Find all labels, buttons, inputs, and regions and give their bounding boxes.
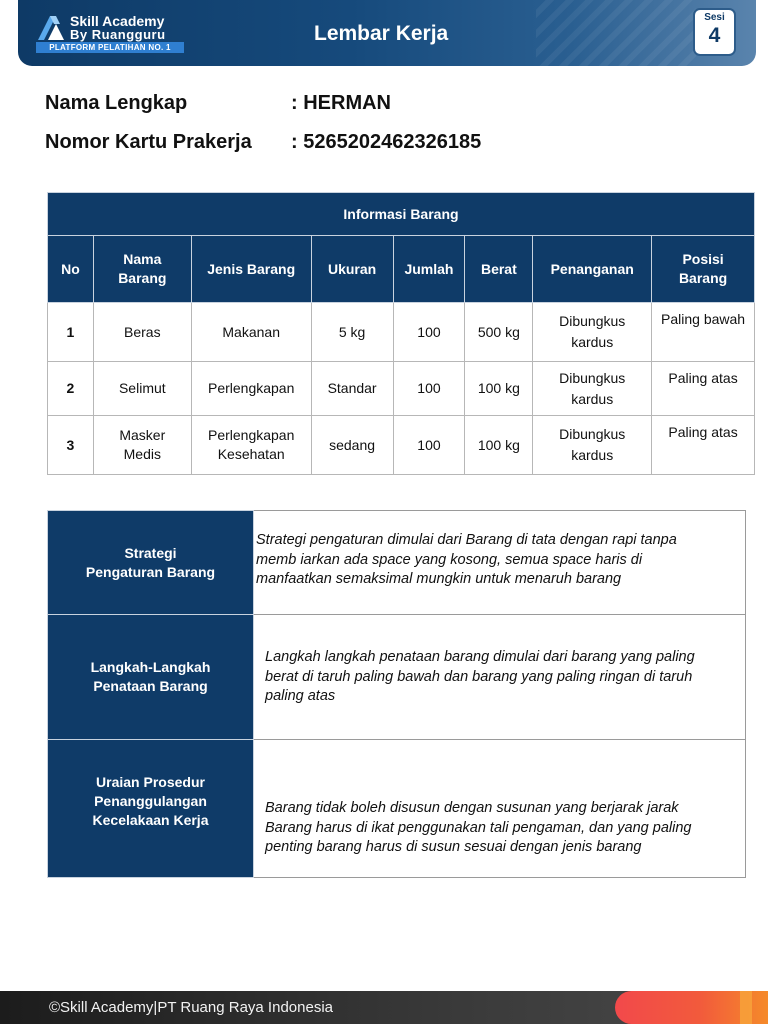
- item-info-table: [47, 192, 755, 475]
- table-cell: 500 kg: [465, 303, 533, 362]
- header-decoration: [536, 0, 696, 66]
- heading-line: Penanggulangan: [94, 793, 207, 809]
- table-cell: 100: [393, 303, 465, 362]
- logo-subtitle: By Ruangguru: [70, 27, 166, 42]
- table-cell: 2: [48, 362, 94, 416]
- text-line: Langkah langkah penataan barang dimulai dari barang yang paling: [265, 649, 695, 665]
- strategy-heading: [48, 511, 254, 615]
- heading-line: Penataan Barang: [93, 678, 208, 694]
- text-line: Barang harus di ikat penggunakan tali pengaman, dan yang paling: [265, 819, 692, 836]
- footer-bar: [0, 991, 768, 1024]
- column-header-text: Posisi Barang: [678, 251, 728, 286]
- table-cell: Paling bawah: [652, 303, 755, 362]
- table-cell: Standar: [311, 362, 393, 416]
- column-header: No: [48, 236, 94, 303]
- column-header: [93, 236, 191, 303]
- strategy-row: [48, 615, 746, 740]
- skill-academy-logo: [36, 12, 186, 54]
- table-row: [48, 416, 755, 475]
- table-cell: 5 kg: [311, 303, 393, 362]
- text-line: memb iarkan ada space yang kosong, semua space haris di: [256, 551, 643, 568]
- card-number-label: Nomor Kartu Prakerja: [45, 131, 252, 153]
- column-header: [652, 236, 755, 303]
- column-header: Penanganan: [533, 236, 652, 303]
- table-cell-text: Masker Medis: [119, 427, 166, 462]
- heading-line: Langkah-Langkah: [90, 659, 211, 675]
- name-value: : HERMAN: [291, 92, 391, 114]
- text-line: berat di taruh paling bawah dan barang yang paling ringan di taruh: [265, 668, 693, 685]
- table-row: [48, 303, 755, 362]
- session-number: 4: [708, 24, 721, 47]
- column-header: Berat: [465, 236, 533, 303]
- table-cell-text: Dibungkus kardus: [559, 313, 626, 350]
- name-label: Nama Lengkap: [45, 92, 188, 114]
- column-header: Jenis Barang: [191, 236, 311, 303]
- table-caption: Informasi Barang: [48, 193, 755, 236]
- strategy-heading: [48, 615, 254, 740]
- strategy-text: [254, 511, 746, 615]
- table-cell: 3: [48, 416, 94, 475]
- text-line: paling atas: [265, 688, 336, 704]
- strategy-heading: [48, 740, 254, 878]
- footer-text: ©Skill Academy|PT Ruang Raya Indonesia: [49, 999, 333, 1016]
- table-cell-text: Perlengkapan Kesehatan: [207, 427, 295, 462]
- table-row: [48, 362, 755, 416]
- column-header: Ukuran: [311, 236, 393, 303]
- table-cell: [93, 416, 191, 475]
- page-title: Lembar Kerja: [314, 22, 449, 45]
- table-cell: 100 kg: [465, 362, 533, 416]
- logo-mark-icon: [36, 14, 66, 42]
- table-cell: [533, 303, 652, 362]
- strategy-row: [48, 740, 746, 878]
- header-banner: [18, 0, 756, 66]
- text-line: Barang tidak boleh disusun dengan susunan yang berjarak jarak: [265, 800, 679, 816]
- table-cell: [533, 416, 652, 475]
- footer-accent-stripe: [740, 991, 752, 1024]
- strategy-table: [47, 510, 746, 878]
- table-cell: Paling atas: [652, 416, 755, 475]
- card-number-value: : 5265202462326185: [291, 131, 482, 153]
- table-cell: 1: [48, 303, 94, 362]
- table-cell: 100 kg: [465, 416, 533, 475]
- table-cell-text: Dibungkus kardus: [559, 369, 626, 407]
- table-cell: 100: [393, 362, 465, 416]
- column-header: Jumlah: [393, 236, 465, 303]
- heading-line: Pengaturan Barang: [85, 563, 216, 580]
- table-cell: Selimut: [93, 362, 191, 416]
- strategy-text: [254, 615, 746, 740]
- session-label: Sesi: [704, 12, 725, 23]
- table-cell: Beras: [93, 303, 191, 362]
- table-cell: sedang: [311, 416, 393, 475]
- table-cell: [191, 416, 311, 475]
- heading-spacer: [48, 830, 253, 844]
- heading-line: Strategi: [124, 544, 177, 561]
- strategy-text: [254, 740, 746, 878]
- text-line: manfaatkan semaksimal mungkin untuk menaruh barang: [256, 571, 622, 587]
- strategy-row: [48, 511, 746, 615]
- table-cell: Makanan: [191, 303, 311, 362]
- text-line: Strategi pengaturan dimulai dari Barang di tata dengan rapi tanpa: [256, 532, 677, 548]
- heading-line: Uraian Prosedur: [96, 774, 205, 790]
- text-line: penting barang harus di susun sesuai dengan jenis barang: [265, 839, 642, 855]
- table-cell: Perlengkapan: [191, 362, 311, 416]
- logo-title: Skill Academy: [70, 13, 165, 29]
- table-cell: [533, 362, 652, 416]
- logo-tagline: PLATFORM PELATIHAN NO. 1: [36, 42, 184, 53]
- session-badge: [693, 8, 736, 56]
- column-header-text: Nama Barang: [118, 251, 167, 286]
- table-cell: 100: [393, 416, 465, 475]
- table-cell-text: Dibungkus kardus: [559, 426, 626, 463]
- heading-line: Kecelakaan Kerja: [92, 812, 209, 828]
- table-cell: Paling atas: [652, 362, 755, 416]
